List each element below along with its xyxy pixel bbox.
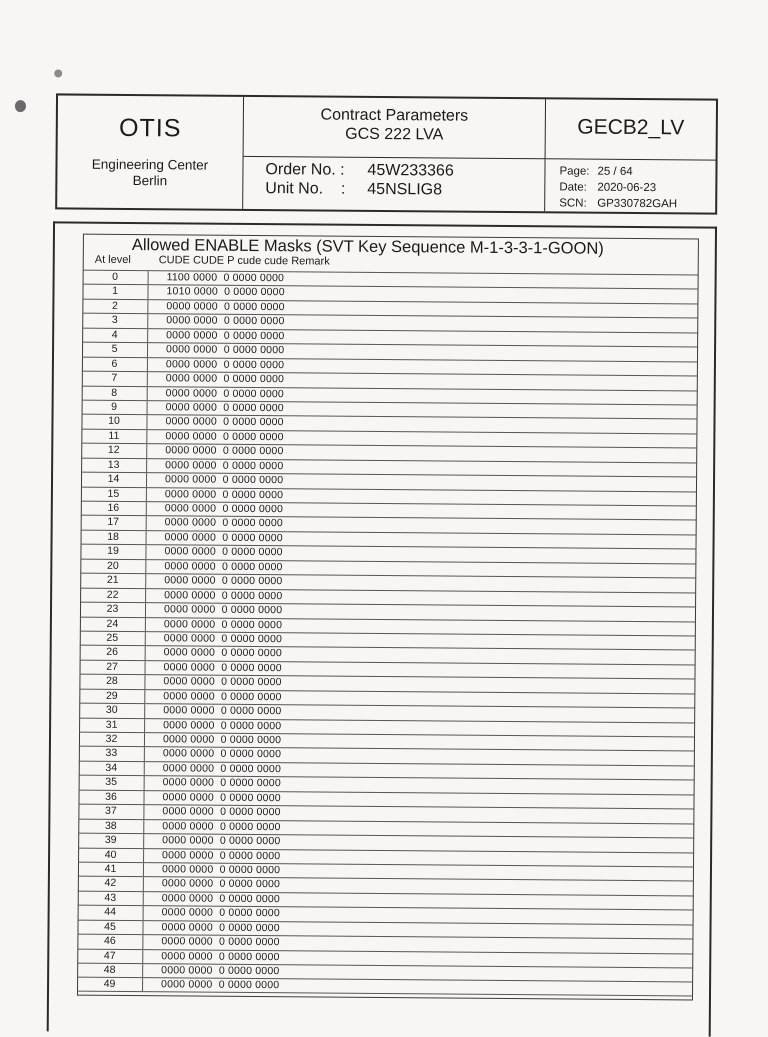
level-cell: 42 <box>78 877 144 891</box>
mask-cell: 0000 0000 0 0000 0000 <box>162 747 282 761</box>
column-header-mask: CUDE CUDE P cude cude Remark <box>158 254 330 268</box>
mask-cell: 0000 0000 0 0000 0000 <box>161 906 280 920</box>
mask-cell: 0000 0000 0 0000 0000 <box>166 314 285 328</box>
document-title: Contract Parameters GCS 222 LVA <box>320 106 469 144</box>
level-cell: 38 <box>78 819 144 833</box>
mask-cell: 0000 0000 0 0000 0000 <box>164 516 284 530</box>
mask-cell: 0000 0000 0 0000 0000 <box>163 704 282 718</box>
level-cell: 11 <box>81 429 147 443</box>
mask-cell: 0000 0000 0 0000 0000 <box>165 357 285 371</box>
level-cell: 25 <box>80 632 146 646</box>
document-header <box>55 93 718 214</box>
mask-cell: 0000 0000 0 0000 0000 <box>161 949 280 963</box>
header-code-cell <box>546 99 716 160</box>
mask-cell: 0000 0000 0 0000 0000 <box>161 964 280 978</box>
mask-cell: 1100 0000 0 0000 0000 <box>166 271 285 285</box>
mask-cell: 0000 0000 0 0000 0000 <box>161 863 281 877</box>
level-cell: 34 <box>79 761 145 775</box>
level-cell: 18 <box>81 531 147 545</box>
mask-cell: 0000 0000 0 0000 0000 <box>162 848 281 862</box>
mask-cell: 0000 0000 0 0000 0000 <box>164 487 284 501</box>
mask-cell: 0000 0000 0 0000 0000 <box>165 430 284 444</box>
punch-hole-mark <box>54 69 62 77</box>
mask-cell: 0000 0000 0 0000 0000 <box>161 920 280 934</box>
mask-cell: 0000 0000 0 0000 0000 <box>163 689 282 703</box>
level-cell: 29 <box>79 689 145 703</box>
level-cell: 48 <box>77 964 143 978</box>
mask-cell: 0000 0000 0 0000 0000 <box>161 877 281 891</box>
level-cell: 23 <box>80 603 146 617</box>
level-cell: 46 <box>77 935 143 949</box>
level-cell: 32 <box>79 733 145 747</box>
level-cell: 9 <box>82 401 148 415</box>
level-cell: 14 <box>81 473 147 487</box>
mask-cell: 0000 0000 0 0000 0000 <box>161 978 280 992</box>
mask-cell: 0000 0000 0 0000 0000 <box>162 762 282 776</box>
level-cell: 26 <box>80 646 146 660</box>
mask-cell: 0000 0000 0 0000 0000 <box>165 401 284 415</box>
level-cell: 43 <box>78 891 144 905</box>
header-title-cell <box>244 97 546 159</box>
page-number-row: Page: 25 / 64 <box>559 165 633 178</box>
mask-cell: 0000 0000 0 0000 0000 <box>163 603 283 617</box>
mask-cell: 0000 0000 0 0000 0000 <box>164 574 283 588</box>
mask-cell: 0000 0000 0 0000 0000 <box>162 733 282 747</box>
mask-cell: 0000 0000 0 0000 0000 <box>162 776 281 790</box>
level-cell: 15 <box>81 487 147 501</box>
level-cell: 28 <box>79 675 145 689</box>
level-cell: 24 <box>80 617 146 631</box>
level-cell: 27 <box>80 660 146 674</box>
level-cell: 7 <box>82 372 148 386</box>
date-row: Date: 2020-06-23 <box>559 181 657 195</box>
level-cell: 47 <box>77 949 143 963</box>
level-cell: 3 <box>82 314 148 328</box>
mask-cell: 0000 0000 0 0000 0000 <box>161 935 280 949</box>
mask-cell: 0000 0000 0 0000 0000 <box>162 805 281 819</box>
mask-cell: 0000 0000 0 0000 0000 <box>164 473 284 487</box>
level-cell: 5 <box>82 343 148 357</box>
level-cell: 41 <box>78 863 144 877</box>
mask-cell: 0000 0000 0 0000 0000 <box>164 502 284 516</box>
punch-hole-mark <box>15 100 26 112</box>
level-cell: 2 <box>82 300 148 314</box>
mask-cell: 0000 0000 0 0000 0000 <box>165 386 285 400</box>
column-header-level: At level <box>94 253 131 267</box>
mask-table-rows <box>77 270 699 997</box>
level-cell: 12 <box>81 444 147 458</box>
mask-cell: 0000 0000 0 0000 0000 <box>164 545 283 559</box>
header-order-cell <box>243 157 545 211</box>
company-logo: OTIS <box>119 113 182 143</box>
level-cell: 44 <box>78 906 144 920</box>
document-code: GECB2_LV <box>577 115 685 140</box>
mask-cell: 0000 0000 0 0000 0000 <box>164 560 283 573</box>
header-org-cell <box>57 95 244 208</box>
mask-cell: 0000 0000 0 0000 0000 <box>162 791 281 804</box>
mask-cell: 0000 0000 0 0000 0000 <box>165 458 284 472</box>
level-cell: 6 <box>82 357 148 371</box>
mask-cell: 1010 0000 0 0000 0000 <box>166 285 285 299</box>
level-cell: 17 <box>81 516 147 530</box>
mask-cell: 0000 0000 0 0000 0000 <box>163 646 282 660</box>
mask-cell: 0000 0000 0 0000 0000 <box>164 531 283 545</box>
level-cell: 36 <box>78 790 144 804</box>
mask-cell: 0000 0000 0 0000 0000 <box>166 329 285 342</box>
level-cell: 10 <box>81 415 147 429</box>
mask-cell: 0000 0000 0 0000 0000 <box>165 372 285 386</box>
mask-cell: 0000 0000 0 0000 0000 <box>163 617 283 631</box>
mask-cell: 0000 0000 0 0000 0000 <box>161 892 281 906</box>
scn-row: SCN: GP330782GAH <box>559 197 678 211</box>
level-cell: 33 <box>79 747 145 761</box>
mask-cell: 0000 0000 0 0000 0000 <box>163 675 282 689</box>
level-cell: 30 <box>79 704 145 718</box>
level-cell: 0 <box>83 271 149 285</box>
mask-cell: 0000 0000 0 0000 0000 <box>163 661 282 675</box>
level-cell: 16 <box>81 502 147 516</box>
level-cell: 31 <box>79 718 145 732</box>
unit-number-row: Unit No. : 45NSLIG8 <box>265 180 443 199</box>
header-meta-cell <box>545 159 715 212</box>
level-cell: 20 <box>80 559 146 573</box>
order-number-row: Order No. : 45W233366 <box>265 161 454 180</box>
table-title: Allowed ENABLE Masks (SVT Key Sequence M-1-3-3-1-GOON) <box>131 236 604 258</box>
mask-cell: 0000 0000 0 0000 0000 <box>166 300 285 314</box>
mask-cell: 0000 0000 0 0000 0000 <box>162 819 281 833</box>
level-cell: 35 <box>79 776 145 790</box>
level-cell: 40 <box>78 848 144 862</box>
level-cell: 37 <box>78 805 144 819</box>
level-cell: 4 <box>82 328 148 342</box>
level-cell: 1 <box>82 285 148 299</box>
level-cell: 8 <box>82 386 148 400</box>
mask-cell: 0000 0000 0 0000 0000 <box>163 632 283 646</box>
level-cell: 22 <box>80 588 146 602</box>
level-cell: 39 <box>78 834 144 848</box>
level-cell: 19 <box>80 545 146 559</box>
mask-cell: 0000 0000 0 0000 0000 <box>166 343 285 357</box>
mask-cell: 0000 0000 0 0000 0000 <box>165 444 284 458</box>
mask-cell: 0000 0000 0 0000 0000 <box>163 718 282 732</box>
level-cell: 21 <box>80 574 146 588</box>
org-name: Engineering Center Berlin <box>91 156 209 189</box>
level-cell: 45 <box>77 920 143 934</box>
level-cell: 49 <box>77 978 143 991</box>
level-cell: 13 <box>81 458 147 472</box>
mask-cell: 0000 0000 0 0000 0000 <box>164 588 283 602</box>
mask-cell: 0000 0000 0 0000 0000 <box>162 834 281 848</box>
mask-cell: 0000 0000 0 0000 0000 <box>165 415 284 429</box>
